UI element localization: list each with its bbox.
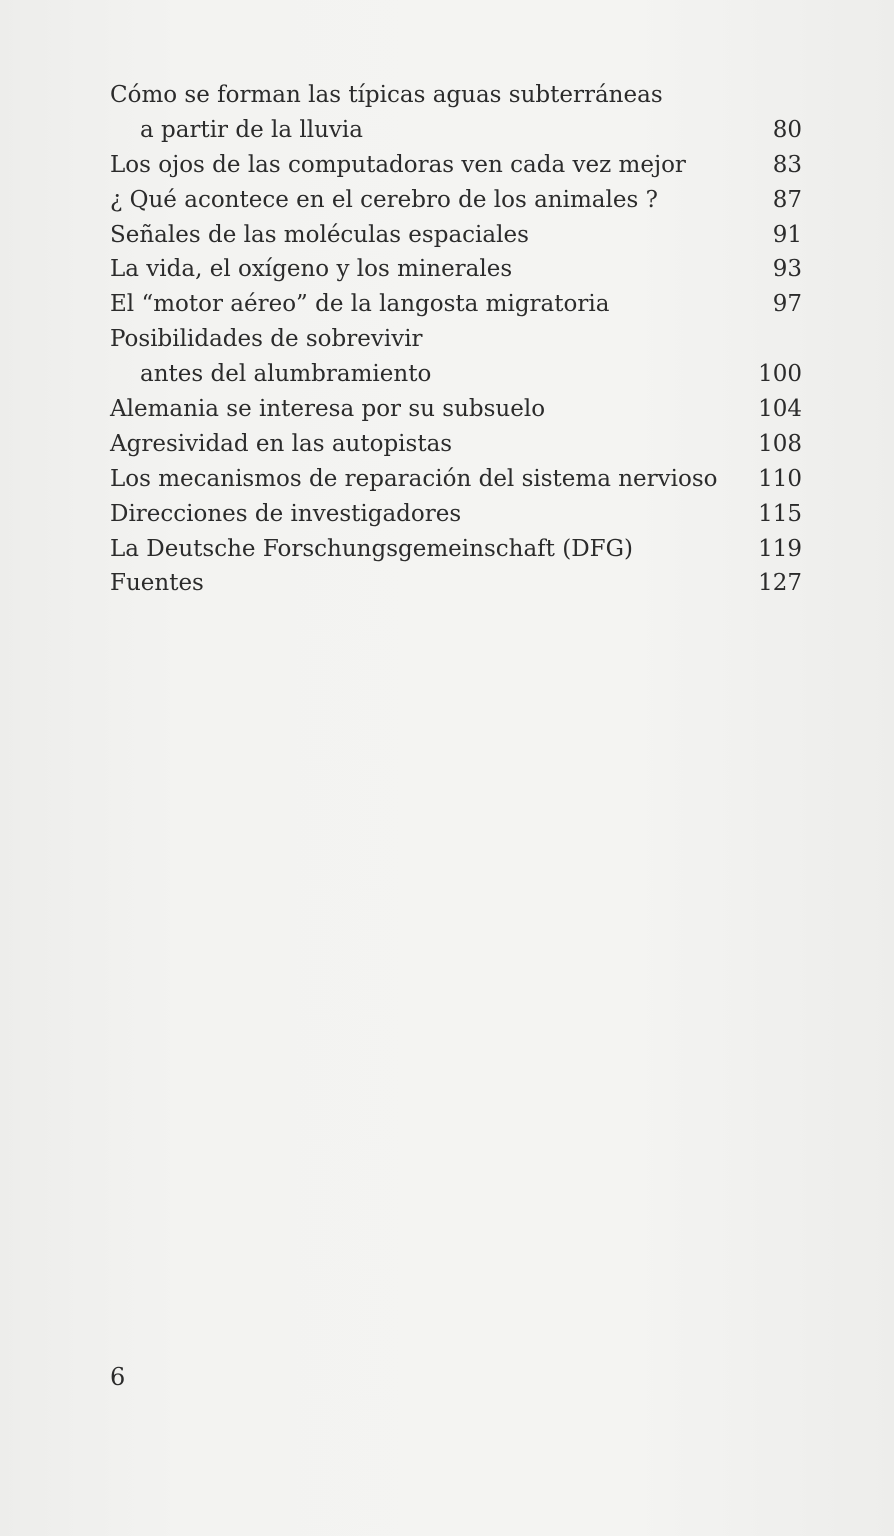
toc-entry-page: 108: [758, 430, 802, 457]
toc-entry-title: El “motor aéreo” de la langosta migratoria: [110, 291, 610, 318]
toc-line: [110, 357, 802, 392]
toc-entry-title: Direcciones de investigadores: [110, 500, 462, 527]
toc-entry: [110, 78, 802, 148]
toc-entry-title: La vida, el oxígeno y los minerales: [110, 256, 513, 283]
toc-line: [110, 497, 802, 532]
toc-entry-page: 115: [758, 500, 802, 527]
toc-entry-title: a partir de la lluvia: [140, 116, 363, 143]
toc-entry: [110, 427, 802, 462]
toc-entry-title: Cómo se forman las típicas aguas subterráneas: [110, 82, 663, 108]
toc-entry-page: 87: [772, 186, 802, 213]
page-number-folio: 6: [110, 1363, 126, 1391]
toc-entry-title: antes del alumbramiento: [140, 361, 432, 388]
toc-entry: [110, 497, 802, 532]
toc-line: [110, 252, 802, 287]
toc-line: [110, 427, 802, 462]
toc-line: [110, 113, 802, 148]
toc-entry-page: 91: [772, 221, 802, 248]
toc-entry-title: Fuentes: [110, 570, 204, 597]
toc-entry: [110, 218, 802, 253]
toc-line: [110, 392, 802, 427]
toc-entry-title: Agresividad en las autopistas: [110, 430, 453, 457]
toc-entry: [110, 566, 802, 601]
toc-entry-page: 104: [758, 396, 802, 423]
toc-entry-page: 119: [758, 535, 802, 562]
toc-line: [110, 287, 802, 322]
toc-entry-page: 127: [758, 570, 802, 597]
toc-entry-title: Alemania se interesa por su subsuelo: [110, 396, 546, 423]
toc-entry-title: ¿ Qué acontece en el cerebro de los animales ?: [110, 186, 658, 213]
toc-entry: [110, 392, 802, 427]
toc-entry-title: Señales de las moléculas espaciales: [110, 221, 529, 248]
toc-entry: [110, 183, 802, 218]
toc-entry-title: Los mecanismos de reparación del sistema nervioso: [110, 465, 718, 492]
toc-entry-page: 83: [772, 151, 802, 178]
toc-entry-page: 93: [772, 256, 802, 283]
toc-entry-title: Los ojos de las computadoras ven cada vez mejor: [110, 151, 686, 178]
toc-line: [110, 78, 802, 113]
toc-entry: [110, 287, 802, 322]
toc-line: [110, 322, 802, 357]
toc-line: [110, 532, 802, 567]
toc-entry-page: 80: [772, 116, 802, 143]
toc-line: [110, 148, 802, 183]
toc-entry: [110, 148, 802, 183]
toc-entry: [110, 252, 802, 287]
toc-line: [110, 218, 802, 253]
toc-entry-page: 100: [758, 361, 802, 388]
toc-entry: [110, 322, 802, 392]
toc-entry-page: 110: [758, 465, 802, 492]
toc-line: [110, 183, 802, 218]
toc-entry-title: La Deutsche Forschungsgemeinschaft (DFG): [110, 535, 633, 562]
toc-line: [110, 462, 802, 497]
toc-entry: [110, 532, 802, 567]
toc-line: [110, 566, 802, 601]
toc-entry-page: 97: [772, 291, 802, 318]
toc-entry-title: Posibilidades de sobrevivir: [110, 326, 423, 353]
toc-entry: [110, 462, 802, 497]
table-of-contents: [110, 78, 802, 601]
